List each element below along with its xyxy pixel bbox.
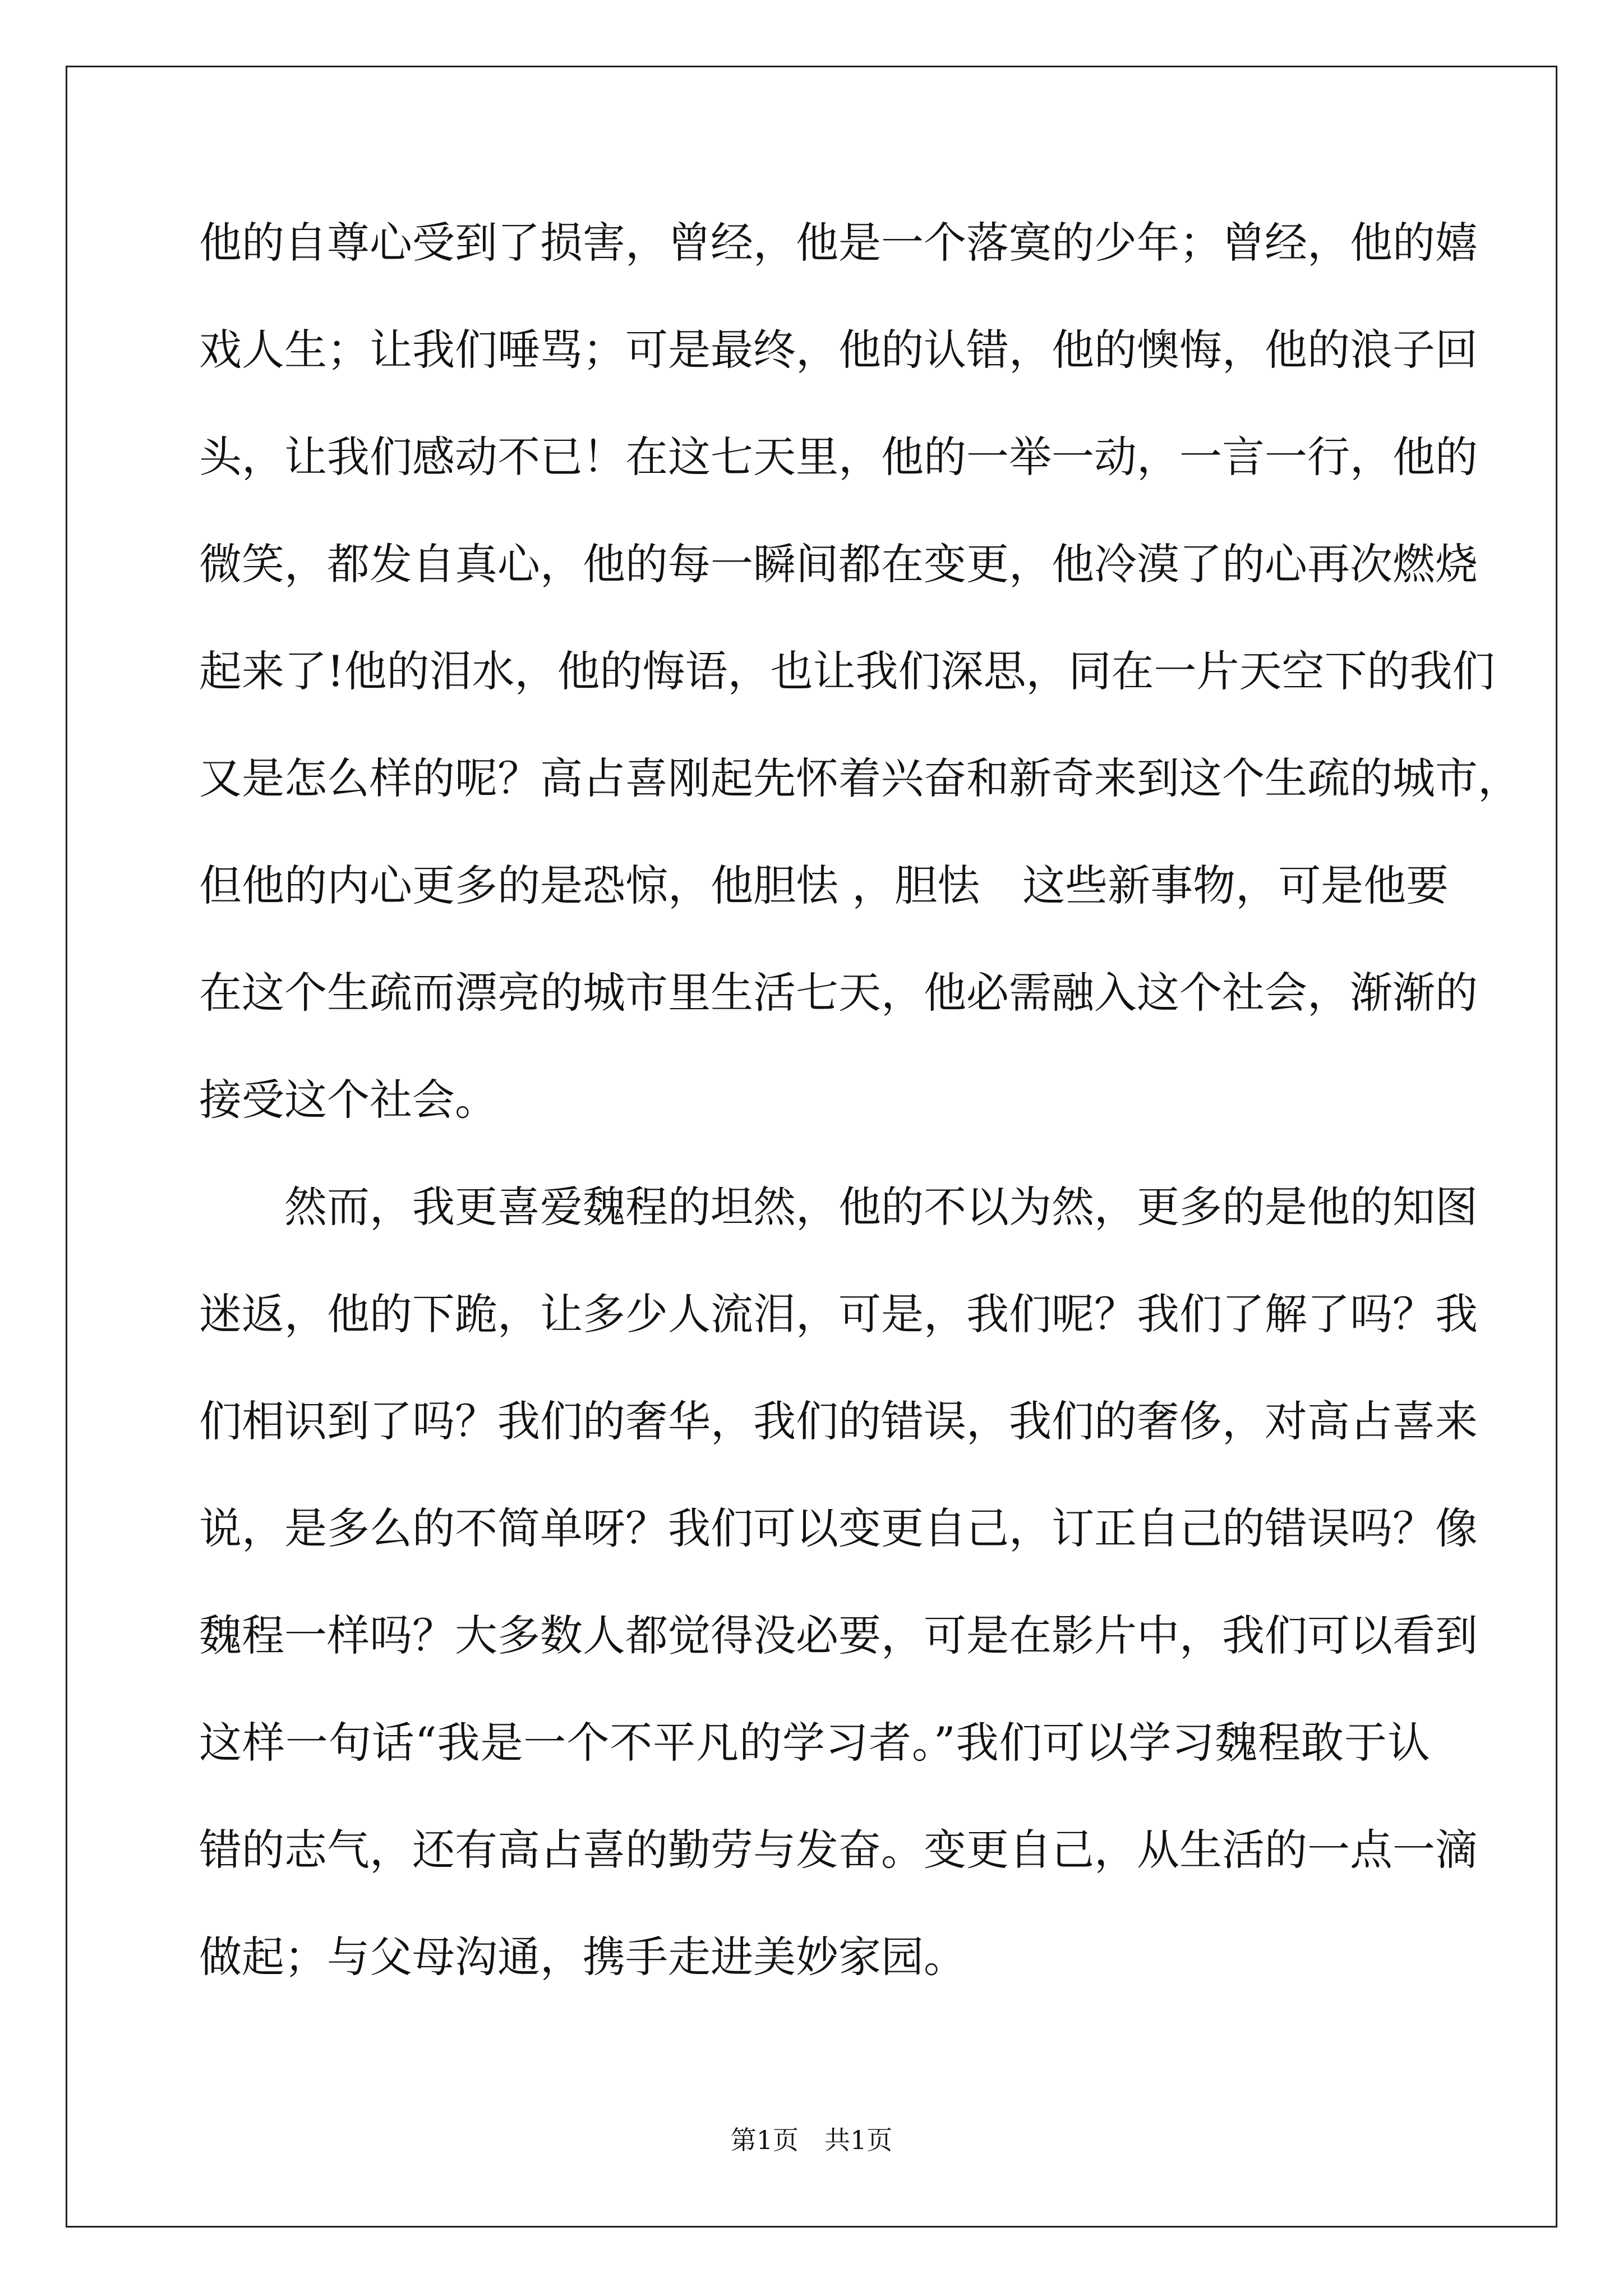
page-number-footer: 第1页 共1页 xyxy=(730,2125,893,2155)
text-line: 起来了!他的泪水，他的悔语，也让我们深思，同在一片天空下的我们 xyxy=(199,646,1495,696)
text-line: 说，是多么的不简单呀？我们可以变更自己，订正自己的错误吗？像 xyxy=(199,1503,1478,1553)
text-line: 又是怎么样的呢？高占喜刚起先怀着兴奋和新奇来到这个生疏的城市， xyxy=(199,753,1520,803)
text-line: 做起；与父母沟通，携手走进美妙家园。 xyxy=(199,1932,966,1982)
text-line: 戏人生；让我们唾骂；可是最终，他的认错，他的懊悔，他的浪子回 xyxy=(199,325,1478,375)
text-line: 魏程一样吗？大多数人都觉得没必要，可是在影片中，我们可以看到 xyxy=(199,1611,1478,1660)
text-line: 然而，我更喜爱魏程的坦然，他的不以为然，更多的是他的知图 xyxy=(199,1182,1478,1232)
paragraph-2 xyxy=(199,1182,1478,2043)
text-line: 但他的内心更多的是恐惊，他胆怯 ，胆怯 这些新事物，可是他要 xyxy=(199,861,1449,910)
text-line: 在这个生疏而漂亮的城市里生活七天，他必需融入这个社会，渐渐的 xyxy=(199,968,1478,1018)
text-line: 接受这个社会。 xyxy=(199,1075,497,1125)
text-line: 们相识到了吗？我们的奢华，我们的错误，我们的奢侈，对高占喜来 xyxy=(199,1396,1478,1446)
text-line: 头，让我们感动不已！在这七天里，他的一举一动，一言一行，他的 xyxy=(199,432,1478,482)
document-body xyxy=(199,218,1520,2043)
text-line: 这样一句话“我是一个不平凡的学习者。”我们可以学习魏程敢于认 xyxy=(199,1718,1430,1768)
paragraph-1 xyxy=(199,218,1520,1186)
text-line: 他的自尊心受到了损害，曾经，他是一个落寞的少年；曾经，他的嬉 xyxy=(199,218,1478,268)
text-line: 迷返，他的下跪，让多少人流泪，可是，我们呢？我们了解了吗？我 xyxy=(199,1289,1478,1339)
text-line: 微笑，都发自真心，他的每一瞬间都在变更，他冷漠了的心再次燃烧 xyxy=(199,539,1478,589)
text-line: 错的志气，还有高占喜的勤劳与发奋。变更自己，从生活的一点一滴 xyxy=(199,1825,1478,1875)
